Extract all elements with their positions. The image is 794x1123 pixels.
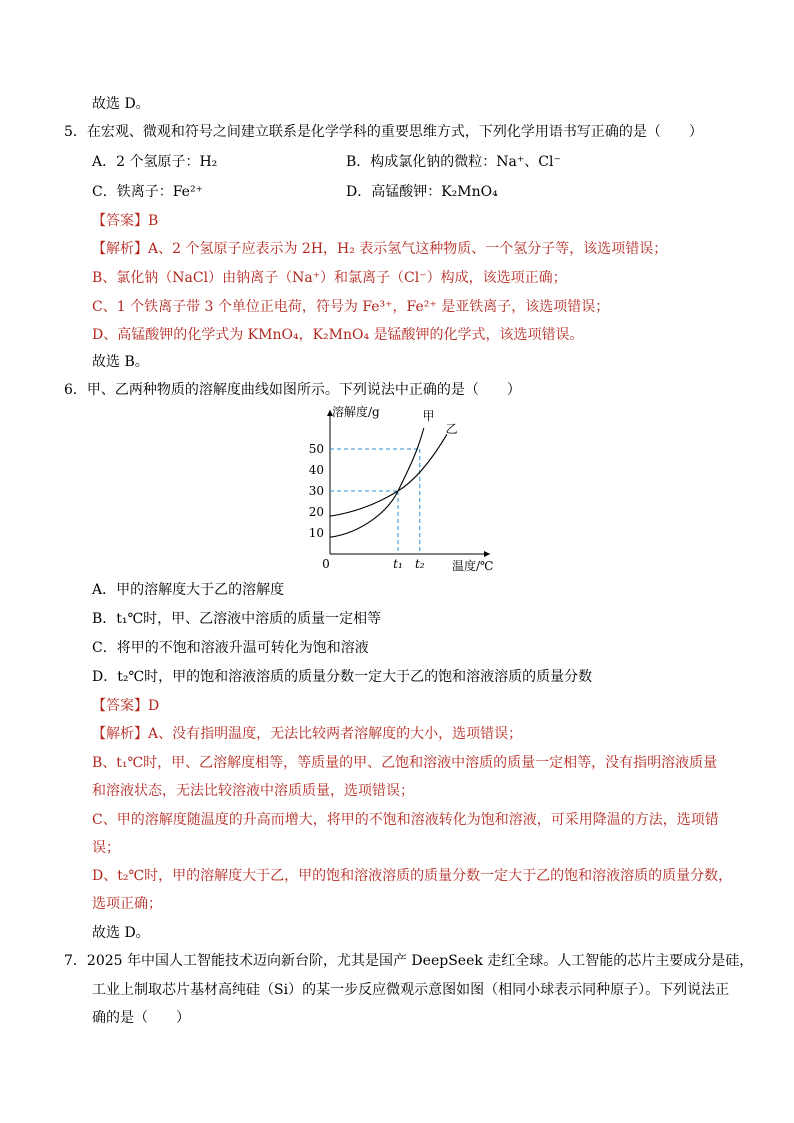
question-5-explanation-4: D、高锰酸钾的化学式为 KMnO₄，K₂MnO₄ 是锰酸钾的化学式，该选项错误。 [92, 327, 584, 343]
question-6-stem: 6．甲、乙两种物质的溶解度曲线如图所示。下列说法中正确的是（ ） [64, 382, 521, 398]
y-tick-label: 20 [308, 505, 324, 519]
question-6-option-d: D．t₂℃时，甲的饱和溶液溶质的质量分数一定大于乙的饱和溶液溶质的质量分数 [92, 669, 593, 685]
question-5-answer: 【答案】B [92, 213, 159, 229]
x-tick-label: t₁ [393, 557, 403, 571]
series-label-jia: 甲 [422, 409, 435, 423]
question-6-explanation-5: 误； [92, 840, 120, 856]
y-tick-label: 50 [308, 442, 324, 456]
y-tick-label: 30 [308, 484, 324, 498]
question-5-option-a: A．2 个氢原子：H₂ [92, 154, 218, 170]
question-5-stem: 5．在宏观、微观和符号之间建立联系是化学学科的重要思维方式，下列化学用语书写正确的是（ ） [64, 124, 703, 140]
question-6-answer: 【答案】D [92, 698, 160, 714]
question-7-stem-line-1: 7．2025 年中国人工智能技术迈向新台阶，尤其是国产 DeepSeek 走红全球。人工智能的芯片主要成分是硅， [64, 953, 754, 969]
question-5-option-c: C．铁离子：Fe²⁺ [92, 184, 203, 200]
question-6-option-c: C．将甲的不饱和溶液升温可转化为饱和溶液 [92, 640, 369, 656]
y-tick-label: 40 [308, 463, 324, 477]
question-6-explanation-7: 选项正确； [92, 896, 162, 912]
question-6-conclusion: 故选 D。 [92, 925, 150, 941]
chart-svg [300, 402, 500, 577]
series-line-yi [330, 434, 447, 516]
x-axis-label: 温度/℃ [452, 559, 494, 573]
question-5-conclusion: 故选 B。 [92, 354, 149, 370]
question-6-explanation-3: 和溶液状态，无法比较溶液中溶质质量，选项错误； [92, 783, 414, 799]
question-6-explanation-6: D、t₂℃时，甲的溶解度大于乙，甲的饱和溶液溶质的质量分数一定大于乙的饱和溶液溶质的质量分数， [92, 868, 733, 884]
question-6-option-b: B．t₁℃时，甲、乙溶液中溶质的质量一定相等 [92, 611, 382, 627]
y-tick-label: 10 [308, 526, 324, 540]
question-6-explanation-4: C、甲的溶解度随温度的升高而增大，将甲的不饱和溶液转化为饱和溶液，可采用降温的方法，选项错 [92, 812, 719, 828]
question-5-explanation-1: 【解析】A、2 个氢原子应表示为 2H，H₂ 表示氢气这种物质、一个氢分子等，该选项错误； [92, 241, 668, 257]
origin-label: 0 [322, 557, 330, 571]
solubility-curve-chart [300, 402, 500, 577]
y-axis-label: 溶解度/g [332, 405, 380, 419]
question-5-option-d: D．高锰酸钾：K₂MnO₄ [346, 184, 498, 200]
question-5-explanation-2: B、氯化钠（NaCl）由钠离子（Na⁺）和氯离子（Cl⁻）构成，该选项正确； [92, 270, 567, 286]
prev-answer-conclusion: 故选 D。 [92, 96, 150, 112]
question-7-stem-line-3: 确的是（ ） [92, 1010, 190, 1026]
question-5-option-b: B．构成氯化钠的微粒：Na⁺、Cl⁻ [346, 154, 561, 170]
question-7-stem-line-2: 工业上制取芯片基材高纯硅（Si）的某一步反应微观示意图如图（相同小球表示同种原子）。下列说法正 [92, 982, 730, 998]
question-6-explanation-1: 【解析】A、没有指明温度，无法比较两者溶解度的大小，选项错误； [92, 726, 523, 742]
question-6-option-a: A．甲的溶解度大于乙的溶解度 [92, 582, 285, 598]
x-tick-label: t₂ [414, 557, 425, 571]
question-6-explanation-2: B、t₁℃时，甲、乙溶解度相等，等质量的甲、乙饱和溶液中溶质的质量一定相等，没有指明溶液质量 [92, 755, 718, 771]
question-5-explanation-3: C、1 个铁离子带 3 个单位正电荷，符号为 Fe³⁺，Fe²⁺ 是亚铁离子，该选项错误； [92, 299, 610, 315]
series-label-yi: 乙 [445, 422, 458, 436]
